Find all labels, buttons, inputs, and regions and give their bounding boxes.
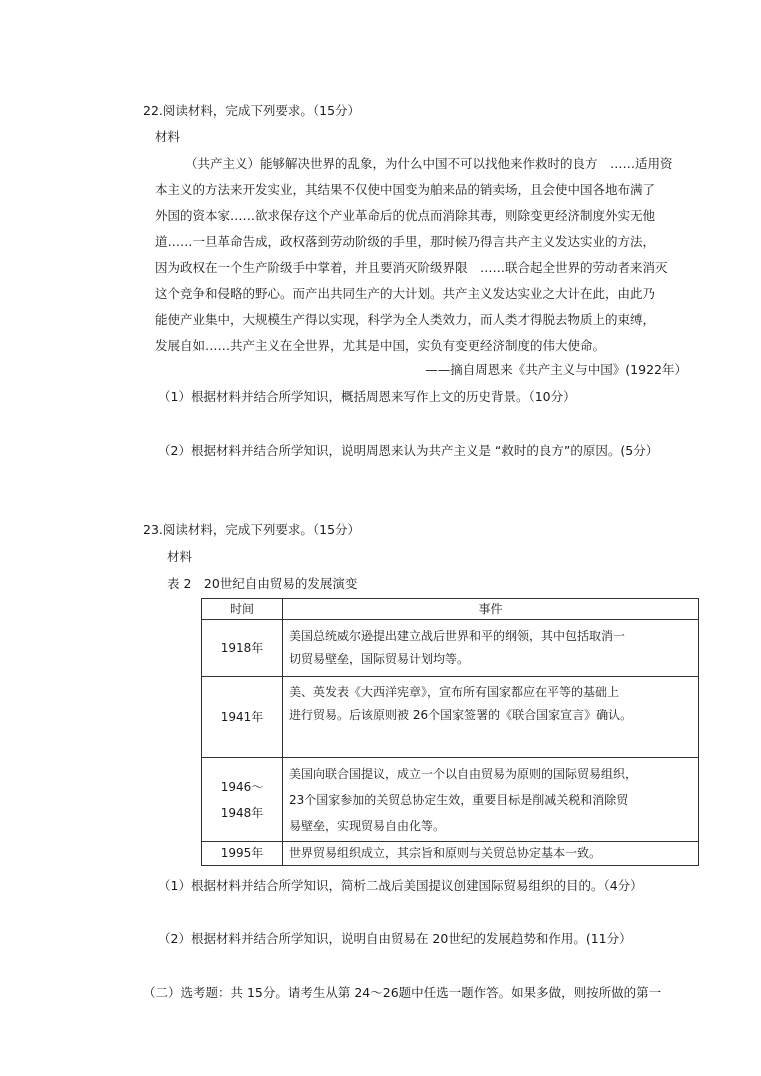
event-line: 美国向联合国提议，成立一个以自由贸易为原则的国际贸易组织，	[289, 766, 638, 781]
event-cell	[283, 842, 699, 866]
column-header-time: 时间	[202, 599, 283, 620]
q22-sub-question-2: （2）根据材料并结合所学知识，说明周恩来认为共产主义是 “救时的良方”的原因。(5分）	[158, 443, 659, 458]
paragraph-line: 能使产业集中，大规模生产得以实现，科学为全人类效力，而人类才得脱去物质上的束缚，	[155, 312, 656, 327]
paragraph-line: 发展自如……共产主义在全世界，尤其是中国，实负有变更经济制度的伟大使命。	[155, 338, 606, 353]
time-cell: 1995年	[202, 842, 283, 866]
q23-heading: 23.阅读材料，完成下列要求。（15分）	[143, 522, 361, 537]
event-cell	[283, 758, 699, 842]
event-line: 切贸易壁垒，国际贸易计划均等。	[289, 652, 470, 666]
event-line: 世界贸易组织成立，其宗旨和原则与关贸总协定基本一致。	[289, 846, 602, 860]
q22-source-citation: ——摘自周恩来《共产主义与中国》(1922年）	[425, 362, 687, 377]
paragraph-line: 因为政权在一个生产阶级手中掌着，并且要消灭阶级界限 ……联合起全世界的劳动者来消灭	[155, 260, 668, 275]
table-row	[202, 620, 699, 677]
event-cell	[283, 677, 699, 758]
q23-sub-question-2: （2）根据材料并结合所学知识，说明自由贸易在 20世纪的发展趋势和作用。(11分）	[158, 931, 632, 946]
event-line: 美、英发表《大西洋宪章》，宣布所有国家都应在平等的基础上	[289, 685, 620, 699]
q23-sub-question-1: （1）根据材料并结合所学知识，简析二战后美国提议创建国际贸易组织的目的。（4分）	[158, 878, 643, 893]
q23-material-label: 材料	[167, 549, 193, 564]
table-caption: 表 2 20世纪自由贸易的发展演变	[167, 576, 358, 591]
trade-history-table	[201, 598, 699, 866]
paragraph-line: 道……一旦革命告成，政权落到劳动阶级的手里，那时候乃得言共产主义发达实业的方法，	[155, 234, 656, 249]
table-header-row	[202, 599, 699, 620]
column-header-event: 事件	[283, 599, 699, 620]
event-cell	[283, 620, 699, 677]
paragraph-line: 外国的资本家……欲求保存这个产业革命后的优点而消除其毒，则除变更经济制度外实无他	[155, 208, 656, 223]
q22-material-label: 材料	[155, 129, 181, 144]
event-line: 23个国家参加的关贸总协定生效，重要目标是削减关税和消除贸	[289, 792, 629, 807]
table-row	[202, 842, 699, 866]
time-cell: 1941年	[202, 677, 283, 758]
event-line: 易壁垒，实现贸易自由化等。	[289, 818, 446, 833]
event-line: 进行贸易。后该原则被 26个国家签署的《联合国家宣言》确认。	[289, 708, 633, 722]
paragraph-line: （共产主义）能够解决世界的乱象，为什么中国不可以找他来作救时的良方 ……适用资	[185, 156, 673, 171]
time-cell: 1918年	[202, 620, 283, 677]
q22-heading: 22.阅读材料，完成下列要求。（15分）	[143, 103, 361, 118]
paragraph-line: 本主义的方法来开发实业，其结果不仅使中国变为舶来品的销卖场，且会使中国各地布满了	[155, 182, 656, 197]
section-2-instructions: （二）选考题：共 15分。请考生从第 24～26题中任选一题作答。如果多做，则按所做的第一	[143, 985, 662, 1000]
table-row	[202, 758, 699, 842]
event-line: 美国总统威尔逊提出建立战后世界和平的纲领，其中包括取消一	[289, 629, 626, 643]
time-cell: 1946～1948年	[202, 758, 283, 842]
paragraph-line: 这个竞争和侵略的野心。而产出共同生产的大计划。共产主义发达实业之大计在此，由此乃	[155, 286, 656, 301]
table-row	[202, 677, 699, 758]
q22-sub-question-1: （1）根据材料并结合所学知识，概括周恩来写作上文的历史背景。（10分）	[158, 389, 576, 404]
